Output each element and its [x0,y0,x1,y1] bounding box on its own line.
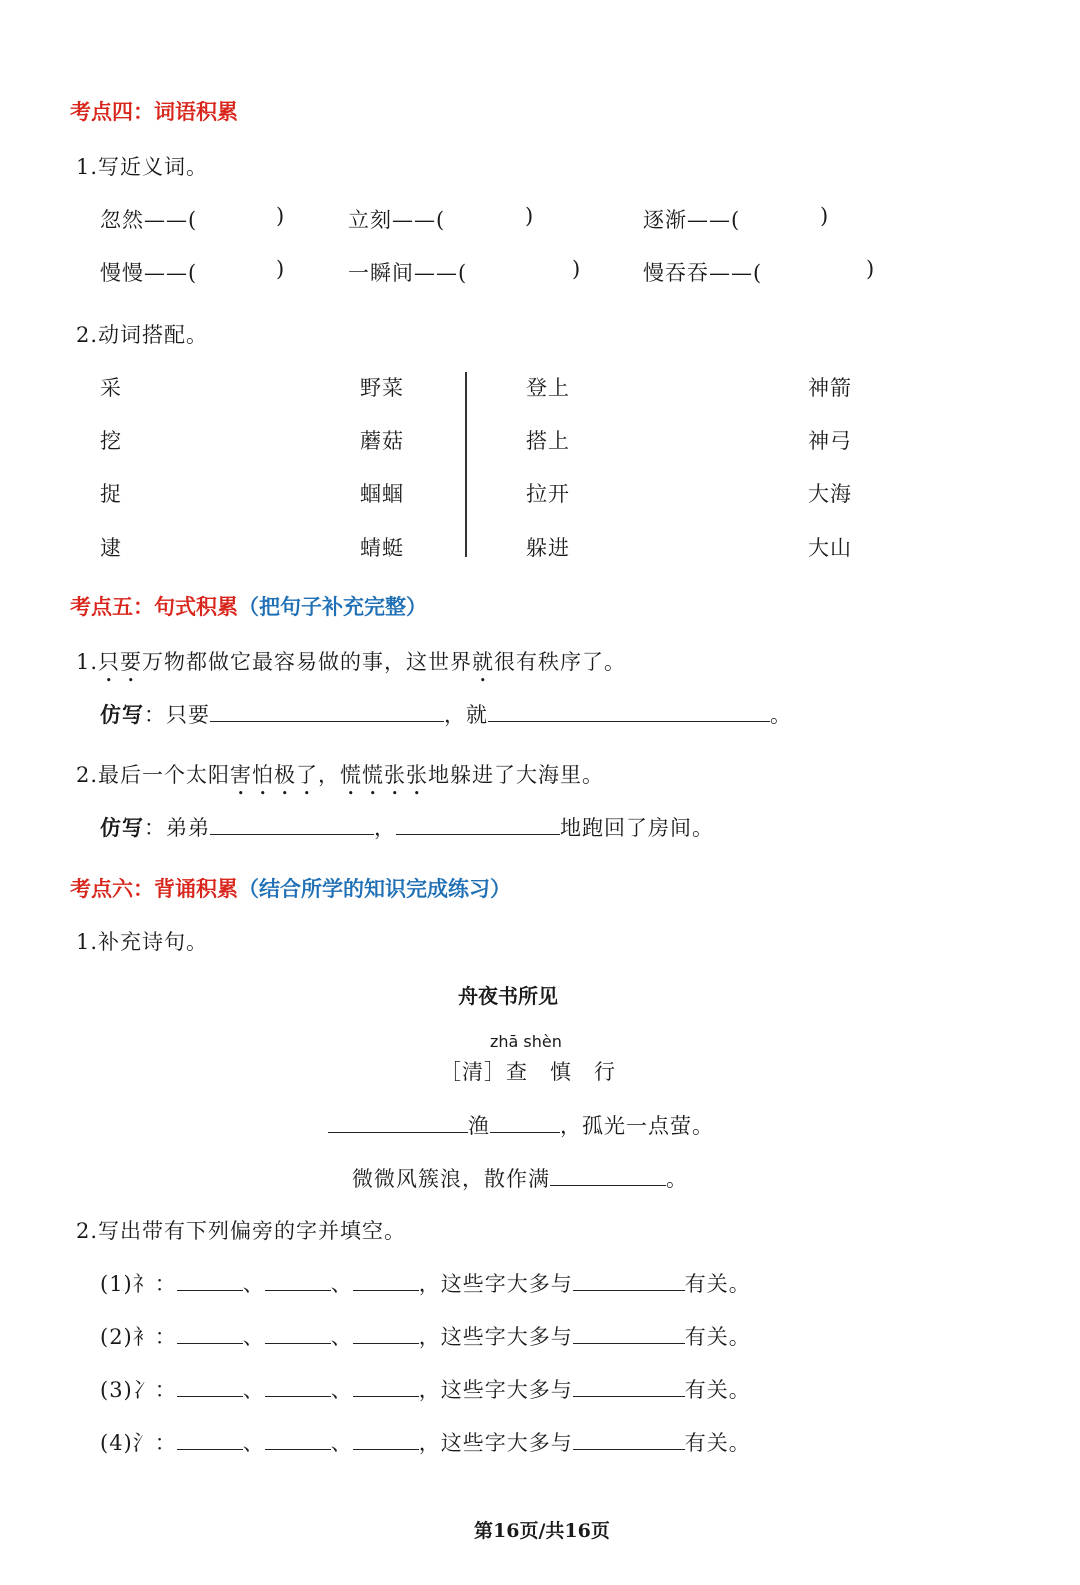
q1-prompt: 1.写近义词。 [76,155,209,179]
blank-line[interactable] [353,1427,419,1450]
synonym-2-close: ) [525,204,535,228]
blank-line[interactable] [353,1321,419,1344]
radical-end: 有关。 [684,1325,751,1349]
imitation-label: 仿写 [100,815,144,840]
synonym-2: 立刻——( [348,208,446,232]
right-verb: 搭上 [526,429,570,453]
left-verb: 捉 [100,482,122,506]
left-object: 蜻蜓 [360,536,404,560]
poem-pinyin: zhā shèn [490,1032,562,1051]
poem-line-2 [352,1163,688,1193]
radical-end: 有关。 [684,1272,751,1296]
radical-mid: ，这些字大多与 [418,1431,573,1455]
blank-line[interactable] [265,1427,331,1450]
blank-line[interactable] [573,1374,685,1397]
s6-q2-prompt: 2.写出带有下列偏旁的字并填空。 [76,1219,407,1243]
blank-line[interactable] [550,1163,666,1186]
radical-colon: ： [154,1272,177,1296]
synonym-4-close: ) [276,257,286,281]
poem-line1-end: ，孤光一点萤。 [560,1114,714,1138]
separator: 、 [242,1431,265,1455]
blank-line[interactable] [573,1268,685,1291]
synonym-1: 忽然——( [100,208,198,232]
blank-line[interactable] [573,1427,685,1450]
synonym-5: 一瞬间——( [348,261,468,285]
poem-line-1 [328,1110,714,1140]
blank-line[interactable] [573,1321,685,1344]
blank-line[interactable] [490,1110,560,1133]
synonym-3: 逐渐——( [643,208,741,232]
q2-prompt: 2.动词搭配。 [76,323,209,347]
radical-colon: ： [154,1431,177,1455]
section6-title [70,873,511,903]
section4-title: 考点四：词语积累 [70,100,238,124]
s5-q2-a: 最后一个太阳 [98,763,231,787]
blank-line[interactable] [353,1374,419,1397]
right-object: 大海 [808,482,852,506]
radical-row [100,1268,751,1298]
separator: 、 [242,1325,265,1349]
imitation-end: 地跑回了房间。 [560,816,714,840]
synonym-4: 慢慢——( [100,261,198,285]
poem-line2-end: 。 [666,1167,688,1191]
poem-author: ［清］查 慎 行 [440,1060,616,1084]
radical-end: 有关。 [684,1431,751,1455]
s5-q1-end: 很有秩序了。 [494,650,627,674]
radical-row [100,1321,751,1351]
right-object: 神箭 [808,376,852,400]
radical-colon: ： [154,1325,177,1349]
blank-line[interactable] [265,1374,331,1397]
right-verb: 登上 [526,376,570,400]
poem-title: 舟夜书所见 [458,984,558,1008]
radical-colon: ： [154,1378,177,1402]
blank-line[interactable] [328,1110,468,1133]
radical-row [100,1374,751,1404]
synonym-6: 慢吞吞——( [643,261,763,285]
column-divider [465,372,467,557]
radical-num: (1) [100,1272,133,1296]
blank-line[interactable] [396,812,560,835]
imitation-part2: ， [374,816,396,840]
imitation-part2: ，就 [444,703,488,727]
imitation-part1: 弟弟 [166,816,210,840]
left-object: 蝈蝈 [360,482,404,506]
blank-line[interactable] [265,1268,331,1291]
radical-num: (4) [100,1431,133,1455]
radical-char: 冫 [132,1378,155,1402]
emphasis-jiu: 就 [472,650,495,674]
blank-line[interactable] [177,1321,243,1344]
s6-q1-prompt: 1.补充诗句。 [76,930,209,954]
blank-line[interactable] [210,812,374,835]
imitation-colon: ： [144,816,166,840]
s5-q2-num: 2. [76,763,99,787]
s5-q1-num: 1. [76,650,99,674]
section5-title [70,591,427,621]
s5-q2-end: 地躲进了大海里。 [428,763,605,787]
s5-q2-imitation [100,812,714,842]
right-verb: 躲进 [526,536,570,560]
imitation-label: 仿写 [100,702,144,727]
radical-char: 礻 [132,1272,155,1296]
radical-num: (3) [100,1378,133,1402]
imitation-colon: ： [144,703,166,727]
section6-title-note: （结合所学的知识完成练习） [238,877,511,901]
separator: 、 [330,1431,353,1455]
s5-q1-prompt [76,646,626,687]
blank-line[interactable] [177,1268,243,1291]
synonym-5-close: ) [572,257,582,281]
s5-q2-prompt [76,759,604,800]
page-number: 第16页/共16页 [474,1520,610,1542]
radical-num: (2) [100,1325,133,1349]
right-object: 大山 [808,536,852,560]
section5-title-note: （把句子补充完整） [238,595,427,619]
synonym-1-close: ) [276,204,286,228]
blank-line[interactable] [177,1374,243,1397]
radical-mid: ，这些字大多与 [418,1378,573,1402]
separator: 、 [242,1272,265,1296]
emphasis-zhiyao: 只要 [98,650,143,674]
synonym-6-close: ) [866,257,876,281]
radical-mid: ，这些字大多与 [418,1272,573,1296]
left-object: 野菜 [360,376,404,400]
blank-line[interactable] [353,1268,419,1291]
separator: 、 [330,1272,353,1296]
radical-row [100,1427,751,1457]
blank-line[interactable] [265,1321,331,1344]
radical-mid: ，这些字大多与 [418,1325,573,1349]
blank-line[interactable] [177,1427,243,1450]
s5-q1-mid: 万物都做它最容易做的事，这世界 [142,650,473,674]
left-verb: 挖 [100,429,122,453]
radical-end: 有关。 [684,1378,751,1402]
section6-title-main: 考点六：背诵积累 [70,877,238,901]
poem-line1-mid: 渔 [468,1114,490,1138]
emphasis-huanghuang: 慌慌张张 [340,763,429,787]
right-object: 神弓 [808,429,852,453]
s5-q2-b: ， [318,763,341,787]
separator: 、 [330,1325,353,1349]
radical-char: 氵 [132,1431,155,1455]
imitation-part1: 只要 [166,703,210,727]
emphasis-haipa: 害怕极了 [230,763,319,787]
left-verb: 逮 [100,536,122,560]
left-verb: 采 [100,376,122,400]
s5-q1-imitation [100,699,792,729]
radical-char: 衤 [132,1325,155,1349]
separator: 、 [330,1378,353,1402]
synonym-3-close: ) [820,204,830,228]
poem-line2-start: 微微风簇浪，散作满 [352,1167,550,1191]
left-object: 蘑菇 [360,429,404,453]
right-verb: 拉开 [526,482,570,506]
blank-line[interactable] [488,699,770,722]
section5-title-main: 考点五：句式积累 [70,595,238,619]
imitation-end: 。 [770,703,792,727]
blank-line[interactable] [210,699,444,722]
separator: 、 [242,1378,265,1402]
